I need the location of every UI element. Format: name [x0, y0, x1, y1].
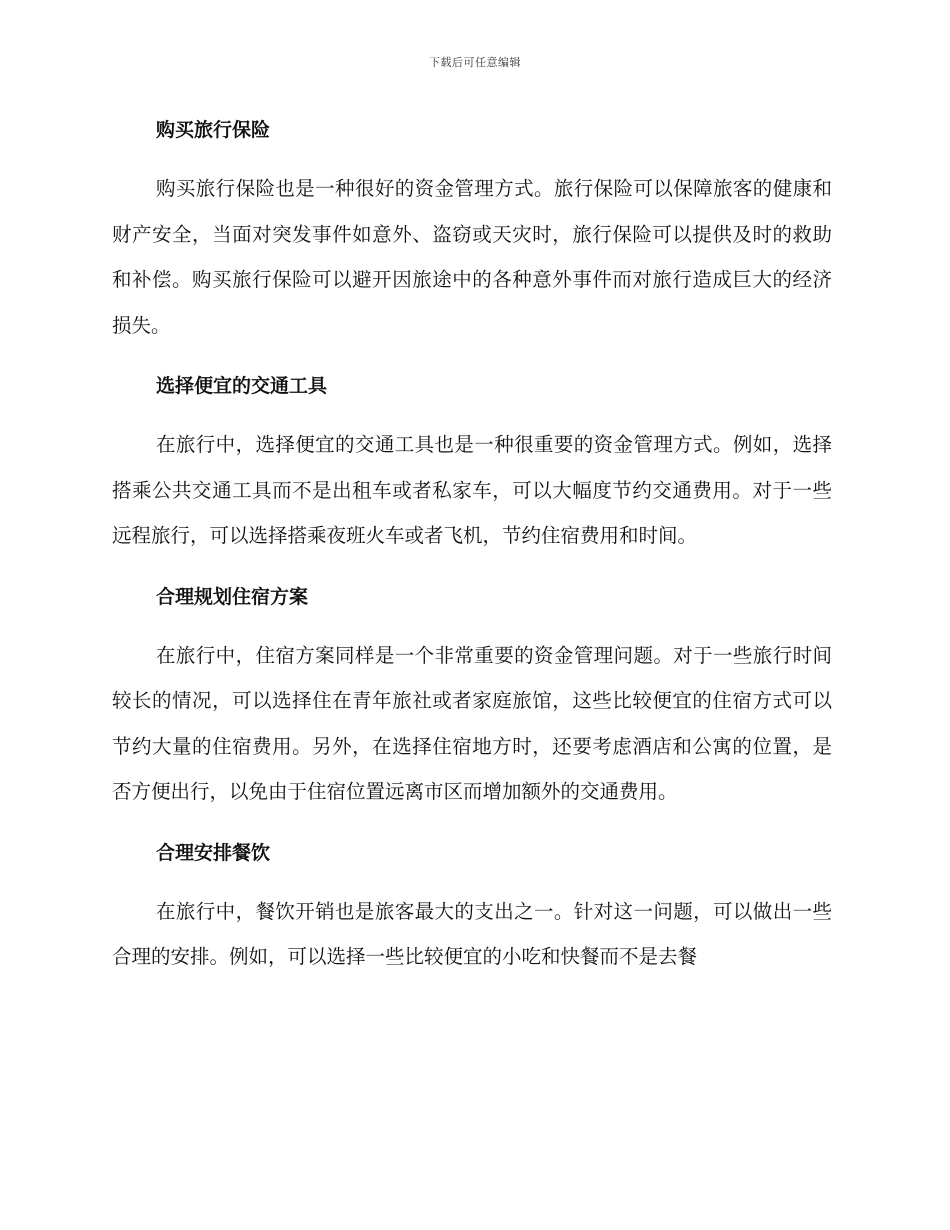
section-meals-plan [112, 837, 832, 980]
section-paragraph: 在旅行中，选择便宜的交通工具也是一种很重要的资金管理方式。例如，选择搭乘公共交通工具而不是出租车或者私家车，可以大幅度节约交通费用。对于一些远程旅行，可以选择搭乘夜班火车或者飞机，节约住宿费用和时间。 [112, 433, 832, 547]
section-cheap-transport [112, 370, 832, 559]
section-heading: 选择便宜的交通工具 [156, 375, 328, 397]
section-heading: 合理规划住宿方案 [156, 585, 309, 608]
page-header-note: 下载后可任意编辑 [429, 56, 521, 69]
section-accommodation-plan [112, 581, 832, 815]
section-heading: 购买旅行保险 [156, 119, 271, 141]
section-paragraph: 在旅行中，餐饮开销也是旅客最大的支出之一。针对这一问题，可以做出一些合理的安排。例如，可以选择一些比较便宜的小吃和快餐而不是去餐 [112, 899, 832, 968]
section-paragraph: 购买旅行保险也是一种很好的资金管理方式。旅行保险可以保障旅客的健康和财产安全，当面对突发事件如意外、盗窃或天灾时，旅行保险可以提供及时的救助和补偿。购买旅行保险可以避开因旅途中的各种意外事件而对旅行造成巨大的经济损失。 [112, 177, 832, 337]
document-body [112, 112, 832, 980]
section-heading: 合理安排餐饮 [156, 841, 271, 864]
section-paragraph: 在旅行中，住宿方案同样是一个非常重要的资金管理问题。对于一些旅行时间较长的情况，可以选择住在青年旅社或者家庭旅馆，这些比较便宜的住宿方式可以节约大量的住宿费用。另外，在选择住宿地方时，还要考虑酒店和公寓的位置，是否方便出行，以免由于住宿位置远离市区而增加额外的交通费用。 [112, 643, 832, 803]
section-travel-insurance [112, 114, 832, 348]
